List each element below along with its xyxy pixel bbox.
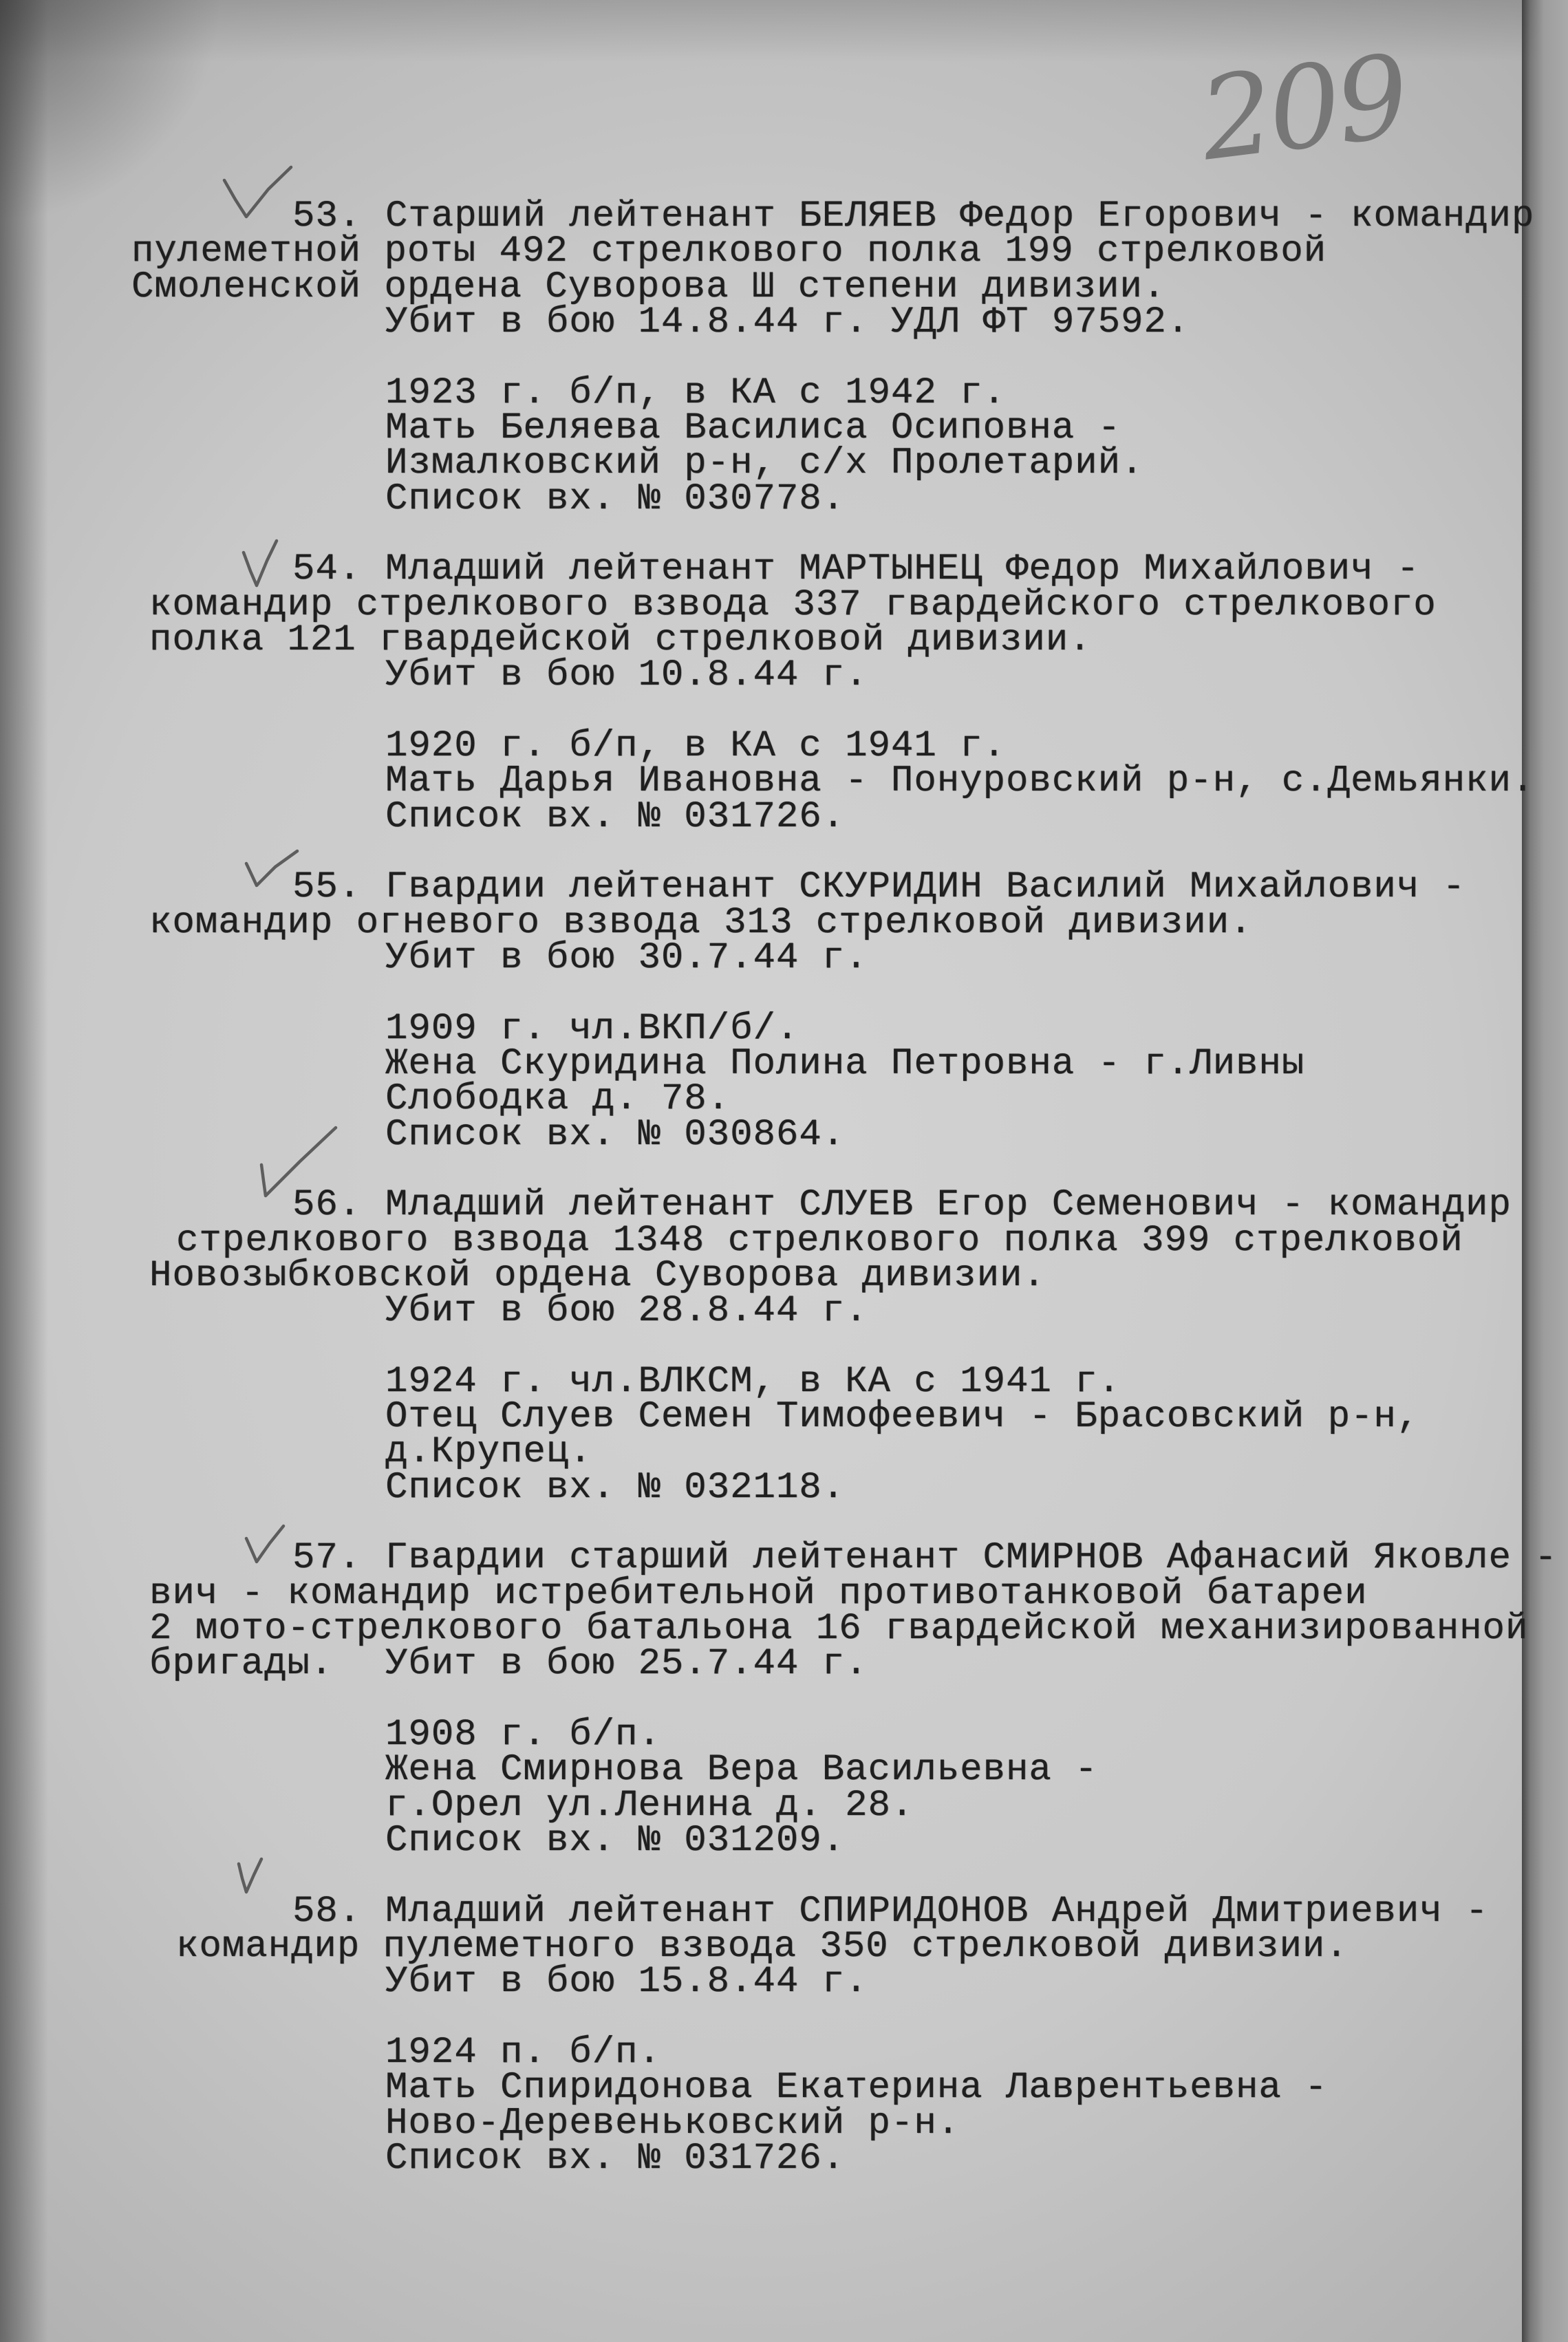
entry-detail-line: Список вх. № 031209.: [385, 1820, 846, 1862]
entry-text-line: Старший лейтенант БЕЛЯЕВ Федор Егорович - командир: [385, 195, 1535, 237]
entry-detail-line: Список вх. № 032118.: [385, 1466, 846, 1509]
spacer: [0, 1858, 1568, 1893]
entry-detail-line: Слободка д. 78.: [385, 1078, 731, 1121]
entry-text-line: Гвардии старший лейтенант СМИРНОВ Афанасий Яковле -: [385, 1537, 1558, 1580]
entry-58: [0, 1890, 1568, 2180]
entry-death-line: Убит в бою 14.8.44 г. УДЛ ФТ 97592.: [385, 301, 1190, 343]
entry-text-line: командир пулеметного взвода 350 стрелковой дивизии.: [176, 1926, 1349, 1968]
entry-number: 54.: [292, 548, 362, 591]
entry-death-line: Убит в бою 10.8.44 г.: [385, 654, 868, 697]
entry-text-line: Младший лейтенант МАРТЫНЕЦ Федор Михайлович -: [385, 548, 1420, 591]
entry-death-line: Убит в бою 28.8.44 г.: [385, 1290, 868, 1333]
entry-detail-line: 1909 г. чл.ВКП/б/.: [385, 1007, 799, 1050]
spacer: [0, 976, 1568, 1011]
spacer: [0, 1329, 1568, 1364]
spacer: [0, 517, 1568, 552]
entry-55: [0, 866, 1568, 1156]
entry-text-line: пулеметной роты 492 стрелкового полка 199 стрелковой: [131, 230, 1327, 273]
entry-57: [0, 1537, 1568, 1862]
entry-detail-line: Мать Спиридонова Екатерина Лаврентьевна -: [385, 2067, 1328, 2109]
entry-text-line: Младший лейтенант СЛУЕВ Егор Семенович - командир: [385, 1184, 1512, 1227]
entry-text-line: командир стрелкового взвода 337 гвардейского стрелкового: [149, 583, 1437, 626]
spacer: [0, 1505, 1568, 1540]
entry-death-line: Убит в бою 25.7.44 г.: [385, 1643, 868, 1686]
entry-number: 53.: [292, 195, 362, 237]
entry-heading: [0, 195, 1568, 237]
entry-detail-line: 1923 г. б/п, в КА с 1942 г.: [385, 372, 1006, 414]
entry-detail-line: 1920 г. б/п, в КА с 1941 г.: [385, 724, 1006, 767]
entry-text-line: 2 мото-стрелкового батальона 16 гвардейской механизированной: [149, 1608, 1529, 1651]
entry-text-line: Новозыбковской ордена Суворова дивизии.: [149, 1254, 1046, 1297]
entry-detail-line: Ново-Деревеньковский р-н.: [385, 2102, 960, 2145]
entry-detail-line: 1924 г. чл.ВЛКСМ, в КА с 1941 г.: [385, 1360, 1121, 1403]
entry-detail-line: Список вх. № 030778.: [385, 477, 846, 520]
spacer: [0, 340, 1568, 375]
entry-text-line: полка 121 гвардейской стрелковой дивизии.: [149, 619, 1092, 661]
handwritten-page-number: 209: [1193, 30, 1413, 186]
entry-detail-line: Мать Дарья Ивановна - Понуровский р-н, с.Демьянки.: [385, 760, 1535, 803]
entry-text-line: командир огневого взвода 313 стрелковой дивизии.: [149, 901, 1253, 944]
entry-detail-line: Список вх. № 031726.: [385, 2138, 846, 2180]
entry-53: [0, 195, 1568, 520]
entry-detail-line: Список вх. № 031726.: [385, 795, 846, 838]
entry-number: 57.: [292, 1537, 362, 1580]
entry-detail-line: Мать Беляева Василиса Осиповна -: [385, 407, 1121, 449]
document-body: [0, 195, 1568, 2180]
spacer: [0, 835, 1568, 870]
spacer: [0, 2000, 1568, 2035]
entry-56: [0, 1184, 1568, 1509]
entry-detail-line: д.Крупец.: [385, 1431, 592, 1474]
entry-text-line: [0, 1643, 1568, 1686]
entry-heading: [0, 866, 1568, 909]
entry-detail-line: Измалковский р-н, с/х Пролетарий.: [385, 442, 1144, 485]
entry-heading: [0, 1184, 1568, 1227]
entry-text-line: Младший лейтенант СПИРИДОНОВ Андрей Дмитриевич -: [385, 1890, 1489, 1933]
spacer: [0, 694, 1568, 729]
entry-death-line: Убит в бою 30.7.44 г.: [385, 936, 868, 979]
entry-detail-line: 1924 п. б/п.: [385, 2032, 661, 2074]
entry-detail-line: 1908 г. б/п.: [385, 1714, 661, 1756]
entry-text-line: Смоленской ордена Суворова Ш степени дивизии.: [131, 266, 1166, 308]
entry-death-line: Убит в бою 15.8.44 г.: [385, 1961, 868, 2003]
entry-detail-line: Список вх. № 030864.: [385, 1113, 846, 1156]
spacer: [0, 1152, 1568, 1188]
entry-text-line: стрелкового взвода 1348 стрелкового полка 399 стрелковой: [176, 1219, 1463, 1262]
entry-heading: [0, 548, 1568, 591]
entry-number: 56.: [292, 1184, 362, 1227]
entry-54: [0, 548, 1568, 838]
entry-text-fragment: бригады.: [149, 1643, 334, 1686]
entry-detail-line: г.Орел ул.Ленина д. 28.: [385, 1784, 914, 1827]
entry-detail-line: Отец Слуев Семен Тимофеевич - Брасовский р-н,: [385, 1396, 1420, 1439]
entry-heading: [0, 1537, 1568, 1580]
entry-text-line: вич - командир истребительной противотанковой батареи: [149, 1572, 1368, 1615]
entry-number: 58.: [292, 1890, 362, 1933]
entry-heading: [0, 1890, 1568, 1933]
entry-detail-line: Жена Скуридина Полина Петровна - г.Ливны: [385, 1042, 1305, 1085]
spacer: [0, 1682, 1568, 1717]
entry-text-line: Гвардии лейтенант СКУРИДИН Василий Михайлович -: [385, 866, 1466, 909]
entry-number: 55.: [292, 866, 362, 909]
entry-detail-line: Жена Смирнова Вера Васильевна -: [385, 1749, 1098, 1792]
